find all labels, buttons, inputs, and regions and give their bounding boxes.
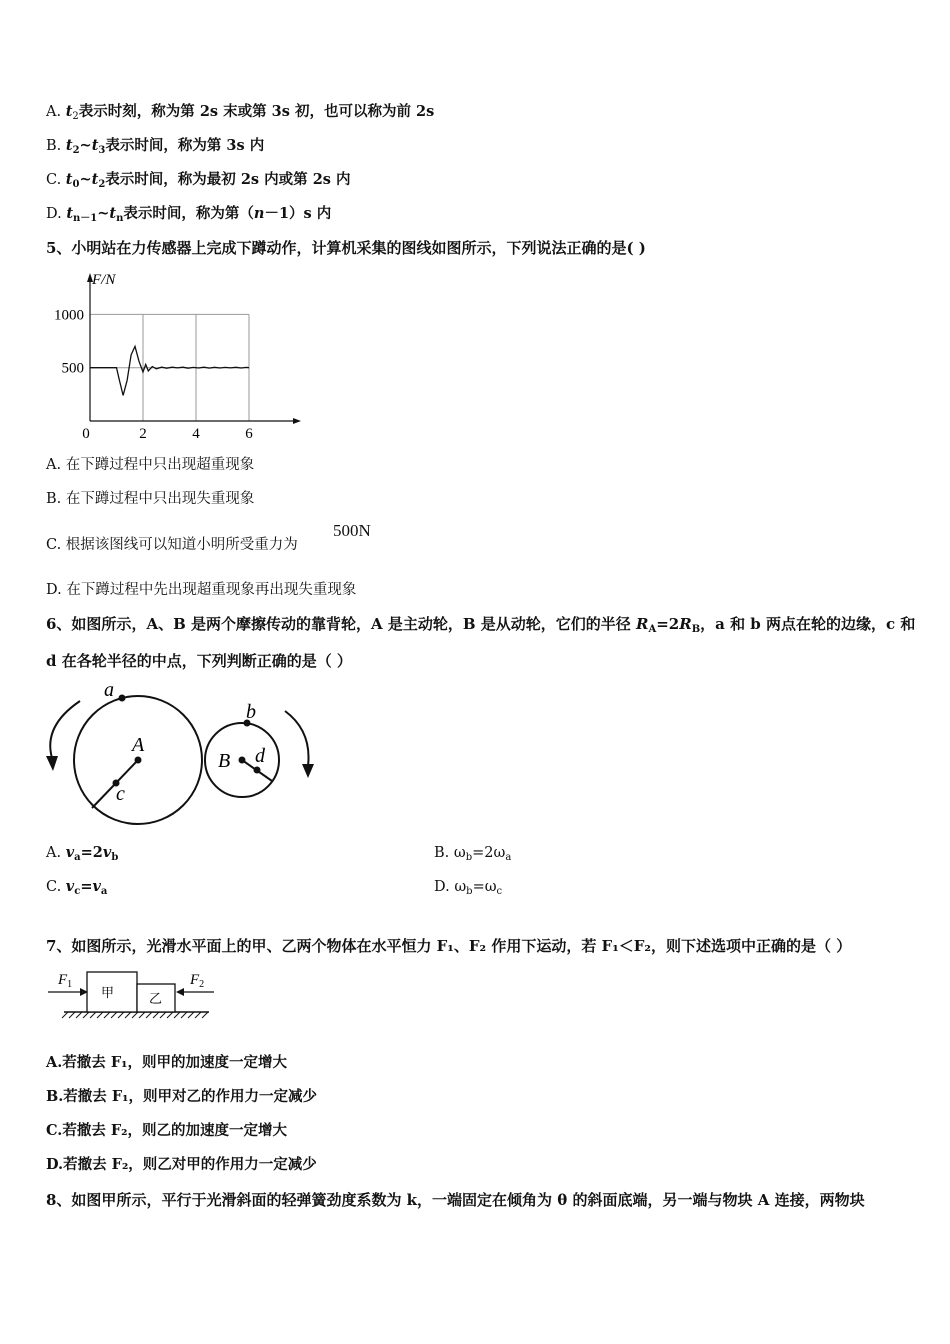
force-series-line (90, 346, 249, 395)
q6-stem-line1: 6、如图所示，A、B 是两个摩擦传动的靠背轮，A 是主动轮，B 是从动轮，它们的半径 $R_A=2R_B$，a 和 b 两点在轮的边缘，c 和 (46, 615, 916, 635)
q7-option-b: B.若撤去 F₁，则甲对乙的作用力一定减少 (46, 1088, 317, 1105)
label-b: b (246, 701, 256, 723)
q4-option-c: C. $t_0\sim t_2$表示时间，称为最初 2s 内或第 2s 内 (46, 171, 351, 190)
q5-option-b: B. 在下蹲过程中只出现失重现象 (46, 491, 255, 507)
label-jia: 甲 (101, 985, 115, 1000)
hatch-mark (97, 1012, 103, 1018)
hatch-mark (153, 1012, 159, 1018)
q7-option-c: C.若撤去 F₂，则乙的加速度一定增大 (46, 1122, 288, 1139)
force-time-chart (40, 268, 310, 443)
q4-option-b: B. $t_2\sim t_3$表示时间，称为第 3s 内 (46, 137, 265, 156)
hatch-mark (167, 1012, 173, 1018)
blocks-figure (44, 966, 219, 1021)
q6-option-b: B. $\omega_b=2\omega_a$ (434, 845, 512, 863)
hatch-mark (195, 1012, 201, 1018)
x-tick-label: 0 (82, 426, 90, 442)
hatch-mark (69, 1012, 75, 1018)
label-a: a (104, 679, 114, 701)
label-f2: $F_2$ (190, 972, 205, 990)
x-tick-label: 2 (139, 426, 147, 442)
q4-option-d: D. $t_{n-1}\sim t_n$表示时间，称为第（n－1）s 内 (46, 205, 332, 224)
q5-stem: 5、小明站在力传感器上完成下蹲动作，计算机采集的图线如图所示，下列说法正确的是( ) (46, 239, 646, 257)
y-tick-label: 1000 (54, 307, 84, 324)
hatch-mark (76, 1012, 82, 1018)
q6-stem-line2: d 在各轮半径的中点，下列判断正确的是（ ） (46, 652, 352, 670)
hatch-mark (90, 1012, 96, 1018)
label-d: d (255, 745, 265, 767)
hatch-mark (125, 1012, 131, 1018)
label-yi: 乙 (149, 991, 163, 1006)
x-axis-arrow (293, 418, 301, 424)
q6-option-c: C. $v_c=v_a$ (46, 878, 108, 897)
hatch-mark (188, 1012, 194, 1018)
point-a (119, 695, 126, 702)
hatch-mark (111, 1012, 117, 1018)
hatch-mark (160, 1012, 166, 1018)
hatch-mark (202, 1012, 208, 1018)
label-A: A (132, 734, 145, 756)
label-c: c (116, 783, 125, 805)
center-a (135, 757, 142, 764)
center-b (239, 757, 246, 764)
x-tick-label: 6 (245, 426, 253, 442)
q6-option-a: A. $v_a=2v_b$ (46, 844, 119, 863)
x-tick-label: 4 (192, 426, 200, 442)
q7-option-d: D.若撤去 F₂，则乙对甲的作用力一定减少 (46, 1156, 317, 1173)
q6-option-d: D. $\omega_b=\omega_c$ (434, 879, 503, 897)
hatch-mark (62, 1012, 68, 1018)
y-tick-label: 500 (61, 360, 84, 377)
hatch-mark (146, 1012, 152, 1018)
hatch-mark (181, 1012, 187, 1018)
q7-option-a: A.若撤去 F₁，则甲的加速度一定增大 (46, 1054, 287, 1071)
hatch-mark (104, 1012, 110, 1018)
ground-hatch (62, 1012, 208, 1018)
wheels-figure (40, 676, 330, 836)
q5-option-c-value: 500N (333, 521, 371, 540)
q5-option-a: A. 在下蹲过程中只出现超重现象 (46, 457, 255, 473)
hatch-mark (83, 1012, 89, 1018)
hatch-mark (118, 1012, 124, 1018)
q4-option-a: A. $t_2$表示时刻，称为第 2s 末或第 3s 初，也可以称为前 2s (46, 103, 435, 122)
hatch-mark (139, 1012, 145, 1018)
label-f1: $F_1$ (58, 972, 73, 990)
label-B: B (218, 750, 231, 772)
hatch-mark (132, 1012, 138, 1018)
y-axis-label: F/N (92, 272, 116, 288)
rotation-arrow-b (285, 711, 309, 766)
point-d (254, 767, 261, 774)
q8-stem: 8、如图甲所示，平行于光滑斜面的轻弹簧劲度系数为 k，一端固定在倾角为 θ 的斜面底端，另一端与物块 A 连接，两物块 (46, 1191, 865, 1209)
hatch-mark (174, 1012, 180, 1018)
q5-option-c: C. 根据该图线可以知道小明所受重力为 (46, 537, 298, 553)
q5-option-d: D. 在下蹲过程中先出现超重现象再出现失重现象 (46, 582, 357, 598)
q7-stem: 7、如图所示，光滑水平面上的甲、乙两个物体在水平恒力 F₁、F₂ 作用下运动，若 F₁＜F₂，则下述选项中正确的是（ ） (46, 937, 852, 955)
